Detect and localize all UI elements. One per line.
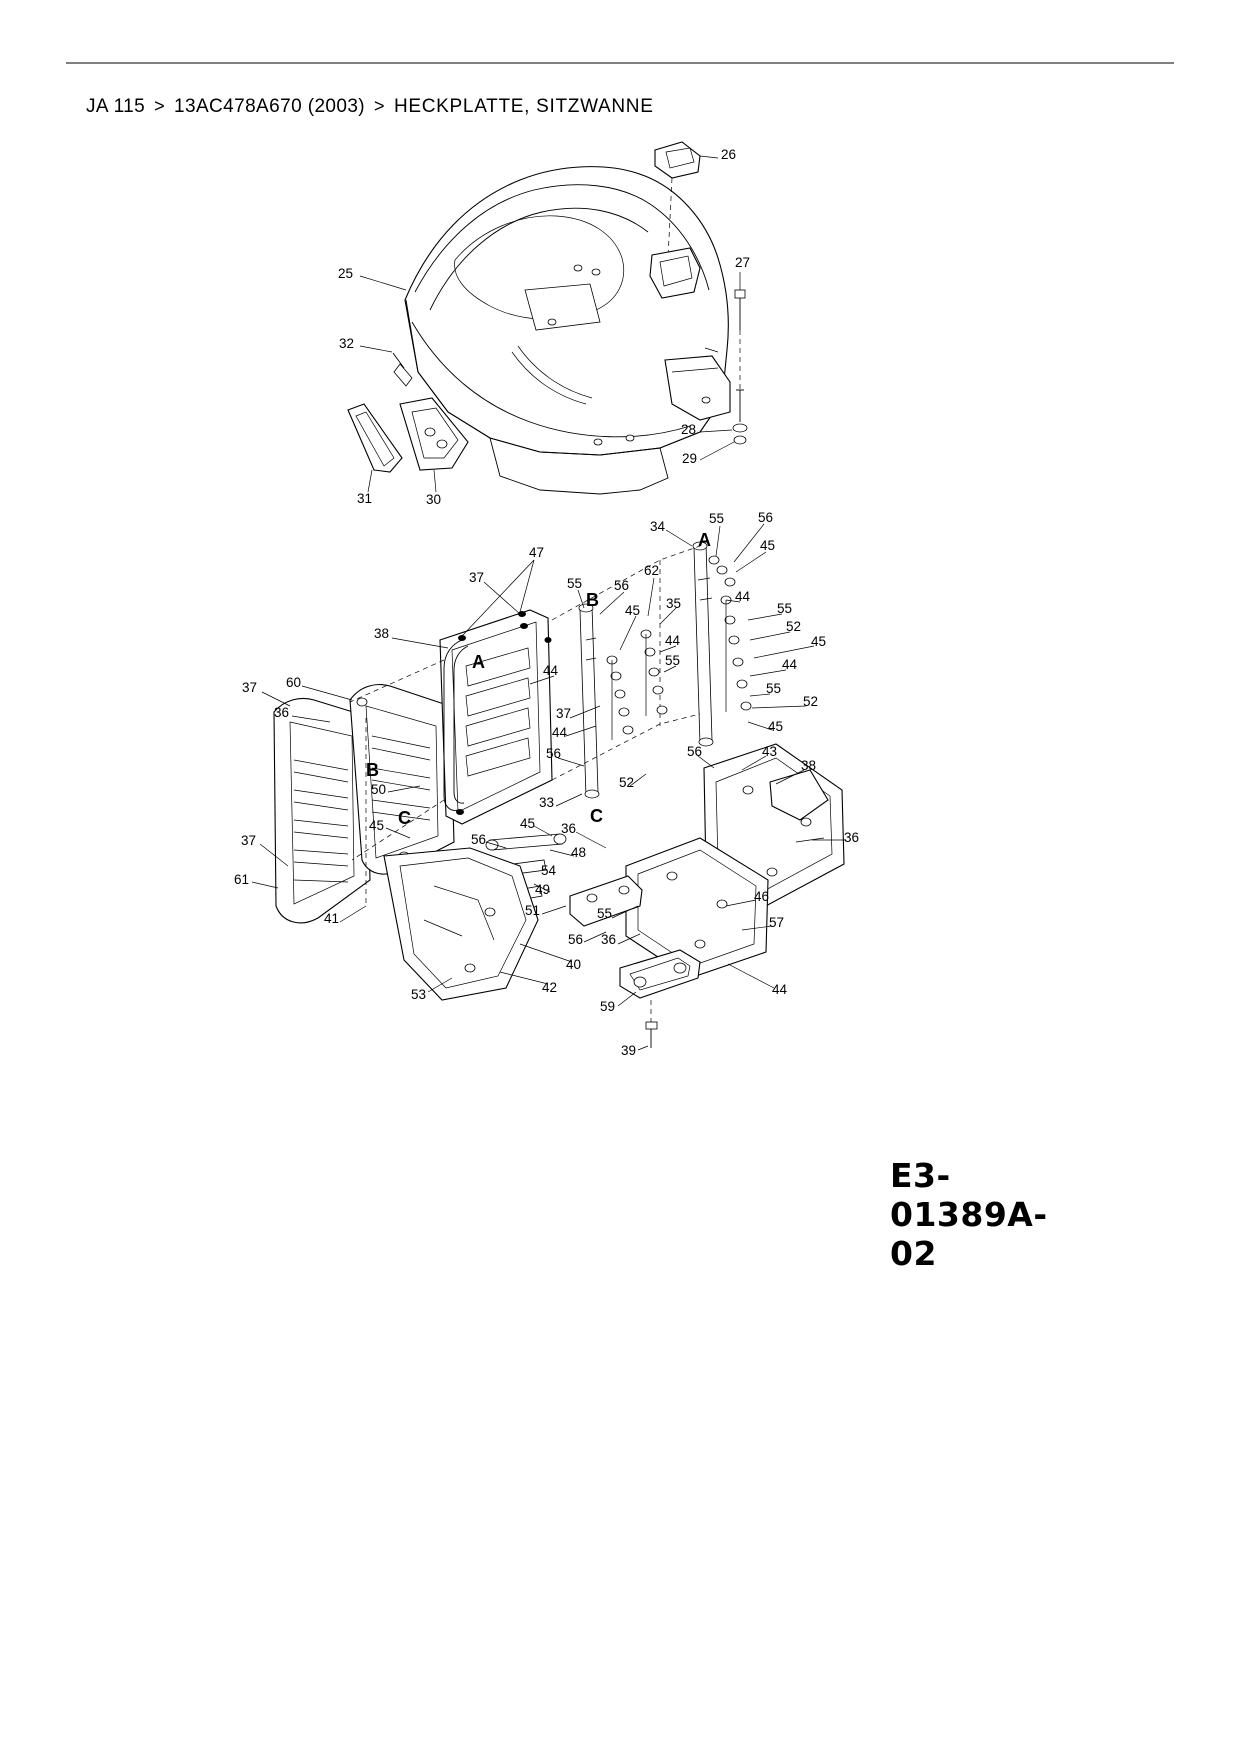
callout-59: 59 (600, 999, 616, 1014)
callout-43: 43 (762, 744, 778, 759)
callout-45-e: 45 (369, 818, 385, 833)
part-26-bracket (655, 142, 700, 178)
hardware-cluster-right (721, 596, 751, 712)
callout-42: 42 (542, 980, 558, 995)
callout-55-f: 55 (597, 906, 613, 921)
breadcrumb (86, 96, 654, 118)
callout-36-a: 36 (274, 705, 290, 720)
callout-37-b: 37 (242, 680, 258, 695)
callout-44-d: 44 (543, 663, 559, 678)
hardware-cluster-top (709, 556, 735, 586)
callout-49: 49 (535, 882, 551, 897)
fastener-39 (646, 1022, 657, 1048)
callout-36-c: 36 (844, 830, 860, 845)
callout-61: 61 (234, 872, 250, 887)
breadcrumb-model[interactable]: JA 115 (86, 96, 146, 117)
callout-38-b: 38 (801, 758, 817, 773)
callout-45-a: 45 (760, 538, 776, 553)
breadcrumb-separator-2: > (374, 96, 385, 116)
callout-56-f: 56 (568, 932, 584, 947)
hardware-cluster-left (607, 656, 633, 740)
callout-30: 30 (426, 492, 442, 507)
callout-46: 46 (754, 889, 770, 904)
callout-44-f: 44 (772, 982, 788, 997)
callout-33: 33 (539, 795, 555, 810)
breadcrumb-separator-1: > (154, 96, 166, 116)
fastener-27 (735, 290, 745, 330)
breadcrumb-part-number[interactable]: 13AC478A670 (2003) (174, 96, 366, 117)
callout-44-c: 44 (782, 657, 798, 672)
callout-44-a: 44 (735, 589, 751, 604)
callout-29: 29 (682, 451, 698, 466)
callout-44-b: 44 (665, 633, 681, 648)
callout-40: 40 (566, 957, 582, 972)
callout-56-b: 56 (614, 578, 630, 593)
callout-60: 60 (286, 675, 302, 690)
callout-55-b: 55 (567, 576, 583, 591)
callout-36-b: 36 (561, 821, 577, 836)
part-31-trim (348, 404, 402, 472)
callout-62: 62 (644, 563, 660, 578)
callout-50: 50 (371, 782, 387, 797)
callout-37-a: 37 (469, 570, 485, 585)
seat-bracket (650, 248, 700, 298)
callout-41: 41 (324, 911, 340, 926)
callout-45-b: 45 (625, 603, 641, 618)
callout-48: 48 (571, 845, 587, 860)
callout-26: 26 (721, 147, 737, 162)
callout-28: 28 (681, 422, 697, 437)
callout-52-b: 52 (803, 694, 819, 709)
zone-label-a-right: A (698, 530, 711, 550)
zone-label-c-mid: C (590, 806, 603, 826)
zone-label-c-left: C (398, 808, 411, 828)
latch-arm-59 (620, 950, 700, 998)
callout-45-d: 45 (768, 719, 784, 734)
callout-57: 57 (769, 915, 785, 930)
callout-56-d: 56 (546, 746, 562, 761)
callout-55-c: 55 (777, 601, 793, 616)
callout-51: 51 (525, 903, 541, 918)
callout-35: 35 (666, 596, 682, 611)
callout-56-e: 56 (471, 832, 487, 847)
callout-54: 54 (541, 863, 557, 878)
callout-31: 31 (357, 491, 373, 506)
zone-label-b-left: B (366, 760, 379, 780)
deflector-53 (384, 848, 541, 1000)
callout-39: 39 (621, 1043, 637, 1058)
support-rod-right (693, 542, 713, 746)
callout-27: 27 (735, 255, 751, 270)
exploded-parts-diagram (200, 128, 1048, 1273)
callout-32: 32 (339, 336, 355, 351)
breadcrumb-title: HECKPLATTE, SITZWANNE (393, 96, 654, 117)
support-rod-left (579, 604, 599, 798)
diagram-canvas (200, 128, 1020, 1088)
zone-label-b-mid: B (586, 590, 599, 610)
hardware-cluster-mid (641, 630, 667, 716)
callout-45-f: 45 (520, 816, 536, 831)
callout-44-e: 44 (552, 725, 568, 740)
header-divider (66, 62, 1174, 64)
callout-56-c: 56 (687, 744, 703, 759)
callout-52-a: 52 (786, 619, 802, 634)
callout-37-c: 37 (556, 706, 572, 721)
callout-36-d: 36 (601, 932, 617, 947)
callout-47: 47 (529, 545, 545, 560)
callout-55-a: 55 (709, 511, 725, 526)
diagram-code-label: E3-01389A-02 (890, 1156, 1048, 1273)
callout-55-d: 55 (665, 653, 681, 668)
callout-52-c: 52 (619, 775, 635, 790)
callout-56-a: 56 (758, 510, 774, 525)
part-32-pin (393, 353, 412, 386)
callout-37-d: 37 (241, 833, 257, 848)
zone-label-a-left: A (472, 652, 485, 672)
callout-45-c: 45 (811, 634, 827, 649)
callout-38-a: 38 (374, 626, 390, 641)
callout-25: 25 (338, 266, 354, 281)
callout-53: 53 (411, 987, 427, 1002)
fastener-28-29 (733, 390, 747, 444)
callout-55-e: 55 (766, 681, 782, 696)
callout-34: 34 (650, 519, 666, 534)
